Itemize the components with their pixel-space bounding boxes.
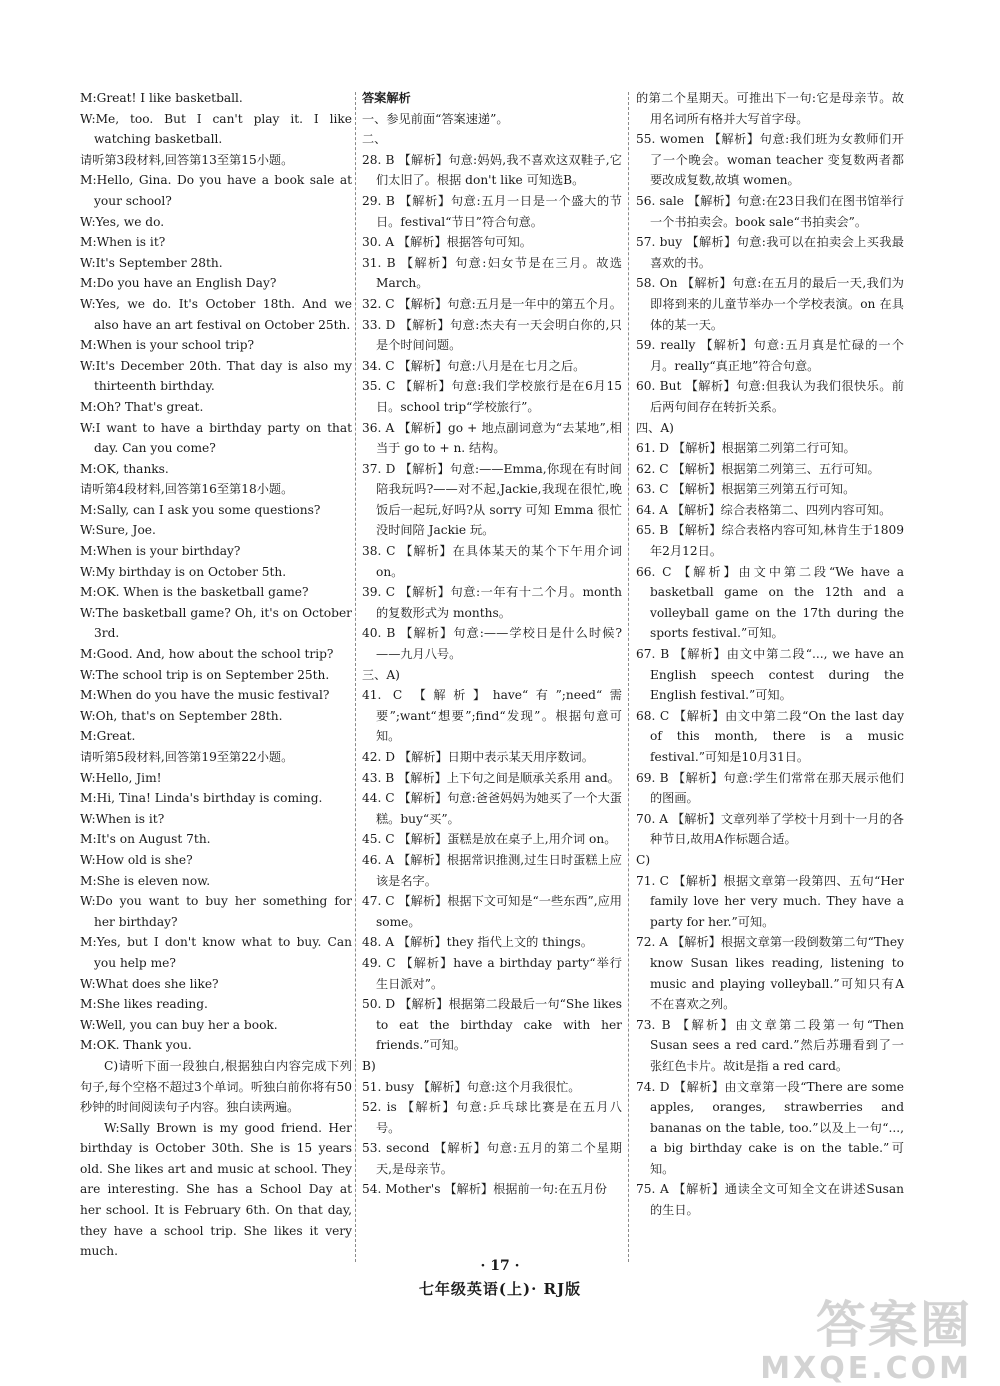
book-title: 七年级英语(上)· RJ版 [418,1280,582,1298]
text-line: W:Sally Brown is my good friend. Her birthday is October 30th. She is 15 years old. She likes art and music at school. They are interesting. She has a School Day at her school. It is February 6th. On that day, they have a school trip. She likes it very much. [80,1120,352,1259]
text-line: W:Hello, Jim! [80,770,162,785]
text-line: W:Me, too. But I can't play it. I like watching basketball. [80,111,352,147]
text-line: 61. D 【解析】根据第二列第二行可知。 [636,441,856,456]
text-line: 三、A) [362,667,400,682]
text-line: 四、A) [636,420,674,435]
text-line: 32. C 【解析】句意:五月是一年中的第五个月。 [362,296,622,311]
text-line: 45. C 【解析】蛋糕是放在桌子上,用介词 on。 [362,832,617,847]
text-line: 35. C 【解析】句意:我们学校旅行是在6月15日。school trip“学校旅行”。 [362,379,622,414]
text-line: W:The school trip is on September 25th. [80,667,330,682]
text-line: 49. C 【解析】have a birthday party“举行生日派对”。 [362,955,622,991]
text-line: 31. B 【解析】句意:妇女节是在三月。故选March。 [362,255,622,291]
text-line: 50. D 【解析】根据第二段最后一句“She likes to eat the birthday cake with her friends.”可知。 [362,997,622,1053]
text-line: M:OK, thanks. [80,461,169,476]
text-line: M:Great! I like basketball. [80,91,243,105]
text-line: 56. sale 【解析】句意:在23日我们在图书馆举行一个书拍卖会。book sale“书拍卖会”。 [636,193,904,229]
text-line: W:Yes, we do. It's October 18th. And we also have an art festival on October 25th. [80,296,352,332]
text-line: 67. B 【解析】由文中第二段“..., we have an English speech contest during the English festival.”可知。 [636,647,904,703]
text-line: 65. B 【解析】综合表格内容可知,林肯生于1809年2月12日。 [636,523,904,559]
text-line: W:Yes, we do. [80,214,165,229]
listening-script-column [80,88,352,1262]
text-line: B) [362,1058,376,1073]
text-line: 51. busy 【解析】句意:这个月我很忙。 [362,1079,581,1094]
text-line: 75. A 【解析】通读全文可知全文在讲述Susan的生日。 [636,1182,904,1218]
text-line: 36. A 【解析】go + 地点副词意为“去某地”,相当于 go to + n. 结构。 [362,420,622,456]
text-line: M:It's on August 7th. [80,832,211,847]
text-line: 71. C 【解析】根据文章第一段第四、五句“Her family love her very much. They have a party for her.”可知。 [636,873,904,929]
text-line: 28. B 【解析】句意:妈妈,我不喜欢这双鞋子,它们太旧了。根据 don't like 可知选B。 [362,152,622,188]
text-line: 43. B 【解析】上下句之间是顺承关系用 and。 [362,770,620,785]
text-line: M:OK. When is the basketball game? [80,585,309,600]
text-line: W:The basketball game? Oh, it's on October 3rd. [80,605,352,641]
text-line: M:Hello, Gina. Do you have a book sale at your school? [80,173,352,208]
text-line: C)请听下面一段独白,根据独白内容完成下列句子,每个空格不超过3个单词。听独白前你将有50秒钟的时间阅读句子内容。独白读两遍。 [80,1058,352,1115]
text-line: 37. D 【解析】句意:——Emma,你现在有时间陪我玩吗?——对不起,Jackie,我现在很忙,晚饭后一起玩,好吗?从 sorry 可知 Emma 很忙没时间陪 Jackie 玩。 [362,461,622,538]
text-line: 41. C 【解析】have“有”;need“需要”;want“想要”;find“发现”。根据句意可知。 [362,688,622,744]
text-line: 请听第5段材料,回答第19至第22小题。 [80,750,294,764]
text-line: W:Oh, that's on September 28th. [80,708,283,723]
column-divider [628,92,629,1262]
text-line: 58. On 【解析】句意:在五月的最后一天,我们为即将到来的儿童节举办一个学校表演。on 在具体的某一天。 [636,276,904,332]
text-line: M:When is your birthday? [80,544,241,559]
text-line: 60. But 【解析】句意:但我认为我们很快乐。前后两句间存在转折关系。 [636,379,904,414]
page-number: · 17 · [480,1258,520,1274]
text-line: 66. C 【解析】由文中第二段“We have a basketball game on the 12th and a volleyball game on the 17th during the sports festival.”可知。 [636,564,904,641]
watermark-url: MXQE.COM [760,1351,972,1386]
text-line: 48. A 【解析】they 指代上文的 things。 [362,935,593,950]
text-line: 72. A 【解析】根据文章第一段倒数第二句“They know Susan likes reading, listening to music and playing volleyball.”可知只有A不在喜欢之列。 [636,935,904,1012]
text-line: M:When do you have the music festival? [80,688,330,703]
text-line: M:Sally, can I ask you some questions? [80,502,321,517]
text-line: 62. C 【解析】根据第二列第三、五行可知。 [636,461,880,476]
text-line: 57. buy 【解析】句意:我可以在拍卖会上买我最喜欢的书。 [636,235,904,270]
text-line: 74. D 【解析】由文章第一段“There are some apples, oranges, strawberries and bananas on the table, too.”以及上一句“..., a big birthday cake is on the table.”可知。 [636,1079,904,1176]
text-line: M:Great. [80,729,136,744]
text-line: 59. really 【解析】句意:五月真是忙碌的一个月。really“真正地”符合句意。 [636,338,904,373]
text-line: 答案解析 [362,91,411,105]
text-line: 63. C 【解析】根据第三列第五行可知。 [636,482,856,497]
text-line: 二、 [362,132,387,147]
text-line: 54. Mother's 【解析】根据前一句:在五月份 [362,1182,607,1197]
answer-analysis-column-continued [636,88,904,1221]
text-line: 30. A 【解析】根据答句可知。 [362,235,532,250]
text-line: M:She likes reading. [80,997,208,1012]
text-line: W:I want to have a birthday party on that day. Can you come? [80,420,352,456]
text-line: W:Sure, Joe. [80,523,156,538]
text-line: M:Good. And, how about the school trip? [80,647,334,662]
text-line: 33. D 【解析】句意:杰夫有一天会明白你的,只是个时间问题。 [362,317,622,353]
text-line: 请听第4段材料,回答第16至第18小题。 [80,482,294,497]
text-line: W:What does she like? [80,976,219,991]
text-line: W:It's September 28th. [80,255,223,270]
text-line: M:Yes, but I don't know what to buy. Can you help me? [80,935,352,970]
text-line: 52. is 【解析】句意:乒乓球比赛是在五月八号。 [362,1100,622,1135]
text-line: W:When is it? [80,811,165,826]
text-line: W:My birthday is on October 5th. [80,564,287,579]
text-line: 68. C 【解析】由文中第二段“On the last day of this month, there is a music festival.”可知是10月31日。 [636,708,904,764]
column-divider [355,92,356,1262]
text-line: 64. A 【解析】综合表格第二、四列内容可知。 [636,502,892,517]
text-line: 47. C 【解析】根据下文可知是“一些东西”,应用 some。 [362,894,622,929]
text-line: W:It's December 20th. That day is also my thirteenth birthday. [80,358,352,394]
text-line: 73. B 【解析】由文章第二段第一句“Then Susan sees a red card.”然后苏珊看到了一张红色卡片。故it是指 a red card。 [636,1017,904,1073]
text-line: 55. women 【解析】句意:我们班为女教师们开了一个晚会。woman teacher 变复数两者都要改成复数,故填 women。 [636,132,904,188]
text-line: M:She is eleven now. [80,873,211,888]
text-line: 请听第3段材料,回答第13至第15小题。 [80,152,294,167]
text-line: 的第二个星期天。可推出下一句:它是母亲节。故用名词所有格并大写首字母。 [636,91,904,126]
text-line: 39. C 【解析】句意:一年有十二个月。month 的复数形式为 months。 [362,585,622,620]
text-line: M:OK. Thank you. [80,1038,192,1053]
text-line: 一、参见前面“答案速递”。 [362,111,509,126]
text-line: W:Well, you can buy her a book. [80,1017,278,1032]
text-line: 42. D 【解析】日期中表示某天用序数词。 [362,750,594,764]
watermark-logo [760,1296,972,1386]
text-line: 69. B 【解析】句意:学生们常常在那天展示他们的图画。 [636,770,904,806]
text-line: W:Do you want to buy her something for her birthday? [80,894,352,929]
text-line: W:How old is she? [80,852,193,867]
text-line: 44. C 【解析】句意:爸爸妈妈为她买了一个大蛋糕。buy“买”。 [362,791,622,826]
text-line: M:Oh? That's great. [80,399,204,414]
text-line: 53. second 【解析】句意:五月的第二个星期天,是母亲节。 [362,1141,622,1176]
watermark-text: 答案圈 [816,1296,972,1354]
text-line: C) [636,852,651,867]
text-line: M:Do you have an English Day? [80,276,277,291]
text-line: 70. A 【解析】文章列举了学校十月到十一月的各种节日,故用A作标题合适。 [636,811,904,847]
text-line: 34. C 【解析】句意:八月是在七月之后。 [362,358,586,373]
text-line: M:Hi, Tina! Linda's birthday is coming. [80,791,323,806]
text-line: 29. B 【解析】句意:五月一日是一个盛大的节日。festival“节日”符合句意。 [362,193,622,229]
text-line: M:When is your school trip? [80,338,255,353]
text-line: M:When is it? [80,235,166,250]
text-line: 40. B 【解析】句意:——学校日是什么时候?——九月八号。 [362,626,622,662]
text-line: 38. C 【解析】在具体某天的某个下午用介词 on。 [362,544,622,579]
text-line: 46. A 【解析】根据常识推测,过生日时蛋糕上应该是名字。 [362,852,622,888]
answer-analysis-column [362,88,622,1200]
